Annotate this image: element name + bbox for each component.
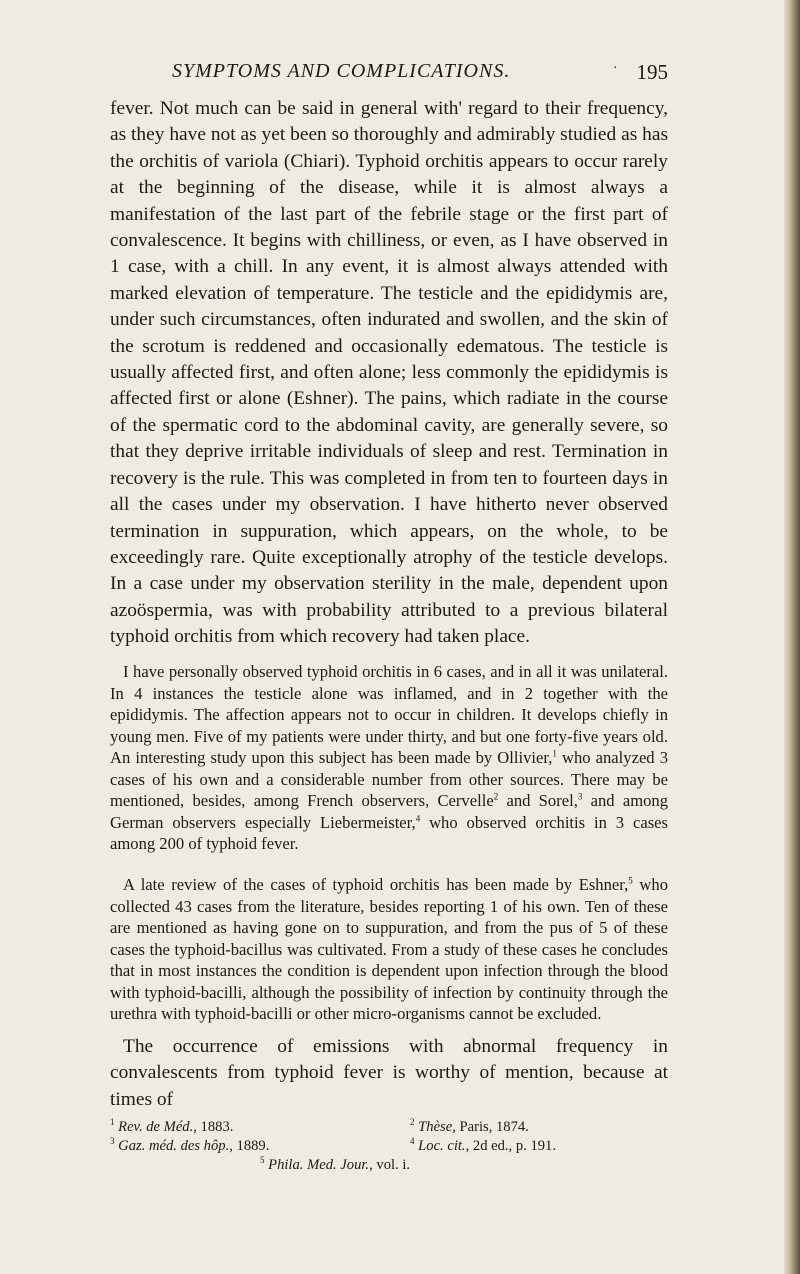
small-1-text-d: and among German observers especially Liebermeister, (110, 791, 669, 832)
footnote-ref-2: 2 (493, 791, 499, 802)
footnote-ref-3: 3 (577, 791, 583, 802)
footnote-ref-4: 4 (415, 812, 421, 823)
small-print-paragraph-1 (110, 661, 668, 855)
body-paragraph-2: The occurrence of emissions with abnormal frequency in convalescents from typhoid fever is worthy of mention, because at times of (110, 1036, 668, 1110)
small-2-text-a: A late review of the cases of typhoid orchitis has been made by Eshner, (123, 875, 629, 894)
footnote-mark: 4 (410, 1136, 415, 1147)
footnote-2 (410, 1118, 529, 1137)
footnote-4 (410, 1137, 556, 1156)
small-1-text-b: who analyzed 3 cases of his own and a considerable number from other sources. There may be mentioned, besides, among French observers, Cervelle (110, 748, 668, 810)
footnote-title: Phila. Med. Jour. (268, 1157, 370, 1173)
header-dot: · (613, 61, 618, 76)
footnote-mark: 1 (110, 1117, 115, 1128)
body-paragraph-1: fever. Not much can be said in general with' regard to their frequency, as they have not as yet been so thoroughly and admirably studied as has the orchitis of variola (Chiari). Typhoid orchitis appears to occur rarely at the beginning of the disease, while it is almost always a manifestation of the last part of the febrile stage or the first part of convalescence. It begins with chilliness, or even, as I have observed in 1 case, with a chill. In any event, it is almost always attended with marked elevation of temperature. The testicle and the epididymis are, under such circumstances, often indurated and swollen, and the skin of the scrotum is reddened and occasionally edematous. The testicle is usually affected first, and often alone; less commonly the epididymis is affected first or alone (Eshner). The pains, which radiate in the course of the spermatic cord to the abdominal cavity, are generally severe, so that they deprive irritable individuals of sleep and rest. Termination in recovery is the rule. This was completed in from ten to fourteen days in all the cases under my observation. I have hitherto never observed termination in suppuration, which appears, on the whole, to be exceedingly rare. Quite exceptionally atrophy of the testicle develops. In a case under my observation sterility in the male, dependent upon azoöspermia, was with probability attributed to a previous bilateral typhoid orchitis from which recovery had taken place. (110, 98, 668, 648)
footnote-ref-1: 1 (552, 748, 557, 759)
footnote-detail: , 1883. (193, 1119, 234, 1135)
footnote-title: Gaz. méd. des hôp. (118, 1138, 230, 1154)
footnote-mark: 3 (110, 1136, 115, 1147)
footnote-3 (110, 1137, 269, 1156)
footnote-title: Rev. de Méd. (118, 1119, 194, 1135)
running-head: SYMPTOMS AND COMPLICATIONS. (172, 60, 511, 82)
footnote-detail: , vol. i. (369, 1157, 411, 1173)
small-1-text-e: who observed orchitis in 3 cases among 200 of typhoid fever. (110, 812, 669, 853)
small-1-text-c: and Sorel, (498, 791, 578, 810)
footnote-5 (260, 1156, 410, 1175)
footnote-mark: 2 (410, 1117, 415, 1128)
footnote-ref-5: 5 (628, 875, 633, 886)
footnote-detail: , 2d ed., p. 191. (465, 1138, 556, 1154)
footnote-mark: 5 (260, 1155, 265, 1166)
footnotes (110, 1118, 670, 1178)
footnote-title: Loc. cit. (418, 1138, 466, 1154)
footnote-title: Thèse, (418, 1119, 456, 1135)
small-1-text-a: I have personally observed typhoid orchitis in 6 cases, and in all it was unilateral. In 4 instances the testicle alone was inflamed, and in 2 together with the epididymis. The affection appears not to occur in children. It develops chiefly in young men. Five of my patients were under thirty, and but one forty-five years old. An interesting study upon this subject has been made by Ollivier, (110, 662, 668, 767)
small-print-paragraph-2 (110, 874, 668, 1025)
footnote-detail: , 1889. (229, 1138, 270, 1154)
scanned-page-edge (784, 0, 800, 1274)
page-header (172, 60, 672, 86)
footnote-1 (110, 1118, 233, 1137)
small-2-text-b: who collected 43 cases from the literature, besides reporting 1 of his own. Ten of these are mentioned as having gone on to suppuration, and from the pus of 5 of these cases the typhoid-bacillus was cultivated. From a study of these cases he concludes that in most instances the condition is dependent upon infection through the blood with typhoid-bacilli, although the possibility of infection by continuity through the urethra with typhoid-bacilli or other micro-organisms cannot be excluded. (110, 875, 668, 1023)
footnote-detail: Paris, 1874. (455, 1119, 529, 1135)
page-number: 195 (636, 60, 668, 84)
